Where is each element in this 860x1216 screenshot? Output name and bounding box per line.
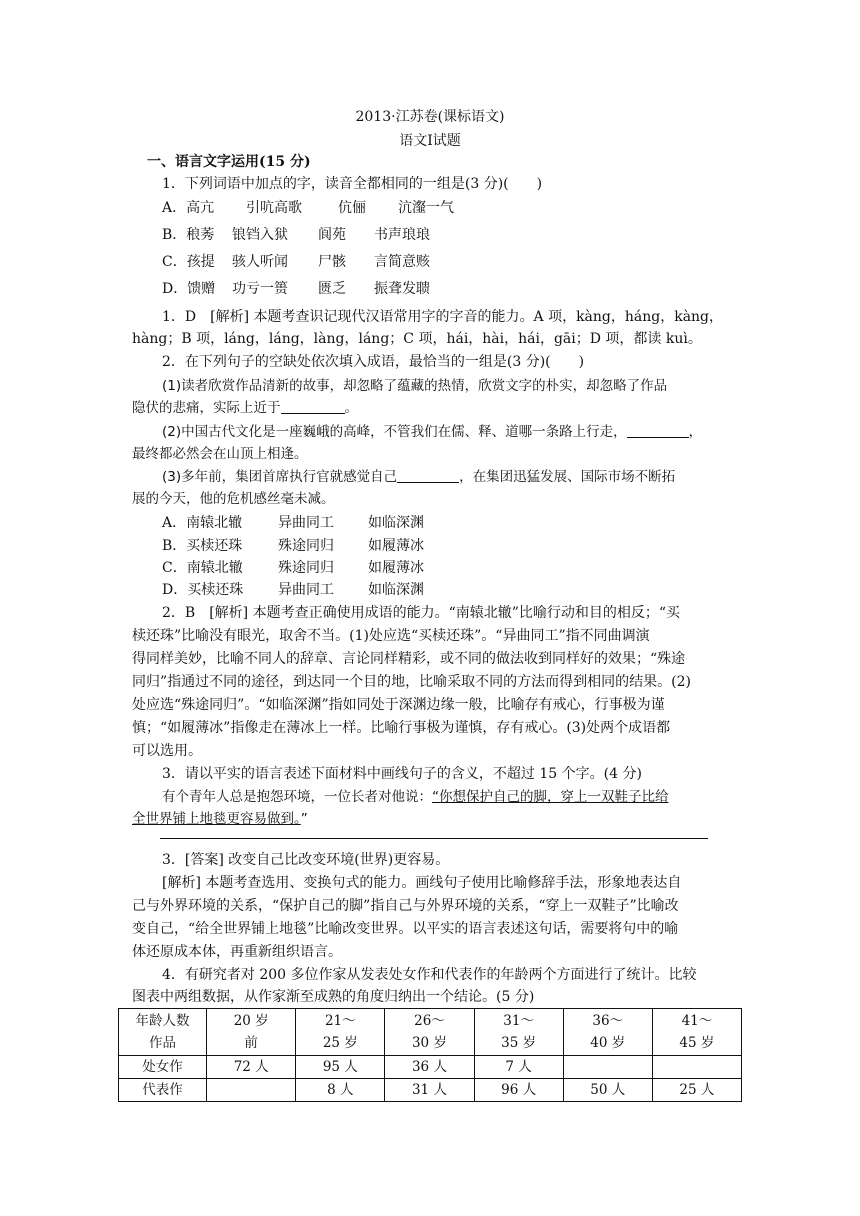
- exam-subtitle: 语文Ⅰ试题: [399, 133, 461, 149]
- question-3-analysis-line: 己与外界环境的关系，“保护自己的脚”指自己与外界环境的关系，“穿上一双鞋子”比喻改: [132, 898, 679, 914]
- table-cell: [207, 1079, 296, 1102]
- question-3-stem: 3．请以平实的语言表述下面材料中画线句子的含义，不超过 15 个字。(4 分): [162, 766, 642, 782]
- age-column-header: 21～ 25 岁: [296, 1009, 385, 1056]
- age-column-header: 31～ 35 岁: [474, 1009, 563, 1056]
- question-2-analysis-line: 慎；“如履薄冰”指像走在薄冰上一样。比喻行事极为谨慎，存有戒心。(3)处两个成语都: [132, 720, 671, 736]
- underlined-sentence: “你想保护自己的脚，穿上一双鞋子比给: [432, 789, 669, 805]
- underlined-sentence: 全世界铺上地毯更容易做到。: [132, 811, 301, 827]
- question-3-analysis: [解析] 本题考查选用、变换句式的能力。画线句子使用比喻修辞手法，形象地表达自: [162, 875, 682, 891]
- question-4-stem-cont: 图表中两组数据，从作家渐至成熟的角度归纳出一个结论。(5 分): [132, 989, 535, 1005]
- question-2-analysis-line: 得同样美妙，比喻不同人的辞章、言论同样精彩，或不同的做法收到同样好的效果；“殊途: [132, 651, 686, 667]
- question-1-stem: 1．下列词语中加点的字，读音全都相同的一组是(3 分)( ): [162, 176, 543, 192]
- question-2-analysis-line: 处应选“殊途同归”。“如临深渊”指如同处于深渊边缘一般，比喻存有戒心，行事极为谨: [132, 697, 665, 713]
- question-4-stem: 4．有研究者对 200 多位作家从发表处女作和代表作的年龄两个方面进行了统计。比较: [162, 967, 697, 983]
- question-2-sentence-2-cont: 最终都必然会在山顶上相逢。: [132, 446, 308, 462]
- fill-blank-3: [397, 468, 459, 483]
- age-column-header: 36～ 40 岁: [563, 1009, 652, 1056]
- question-2-sentence-3-cont: 展的今天，他的危机感丝毫未减。: [132, 491, 335, 507]
- table-cell: 36 人: [385, 1056, 474, 1079]
- question-1-option-b: B．稂莠 锒铛入狱 阆苑 书声琅琅: [162, 227, 430, 243]
- row-label: 代表作: [119, 1079, 207, 1102]
- question-2-option-a: A．南辕北辙 异曲同工 如临深渊: [162, 515, 424, 531]
- question-2-option-b: B．买椟还珠 殊途同归 如履薄冰: [162, 538, 424, 554]
- question-2-sentence-3: (3)多年前，集团首席执行官就感觉自己 ，在集团迅猛发展、国际市场不断拓: [162, 469, 676, 485]
- table-cell: 25 人: [652, 1079, 741, 1102]
- table-cell: 72 人: [207, 1056, 296, 1079]
- table-cell: [563, 1056, 652, 1079]
- question-2-option-c: C．南辕北辙 殊途同归 如履薄冰: [162, 560, 424, 576]
- question-2-analysis-line: 椟还珠”比喻没有眼光，取舍不当。(1)处应选“买椟还珠”。“异曲同工”指不同曲调演: [132, 628, 650, 644]
- question-3-material-cont: 全世界铺上地毯更容易做到。”: [132, 811, 308, 827]
- table-row: [119, 1079, 742, 1102]
- question-1-option-d: D．馈赠 功亏一篑 匮乏 振聋发聩: [162, 281, 430, 297]
- question-2-sentence-2: (2)中国古代文化是一座巍峨的高峰，不管我们在儒、释、道哪一条路上行走， ，: [162, 424, 703, 440]
- table-row: [119, 1056, 742, 1079]
- question-2-option-d: D．买椟还珠 异曲同工 如临深渊: [162, 582, 424, 598]
- age-column-header: 41～ 45 岁: [652, 1009, 741, 1056]
- exam-title: 2013·江苏卷(课标语文): [355, 109, 505, 125]
- question-1-option-a: A．高亢 引吭高歌 伉俪 沆瀣一气: [162, 200, 454, 216]
- table-cell: 7 人: [474, 1056, 563, 1079]
- question-2-analysis-line: 可以选用。: [132, 743, 202, 759]
- question-1-analysis-cont: hàng；B 项，láng，láng，làng，láng；C 项，hái，hài，hái，gāi；D 项，都读 kuì。: [132, 331, 702, 347]
- table-cell: 8 人: [296, 1079, 385, 1102]
- question-2-stem: 2．在下列句子的空缺处依次填入成语，最恰当的一组是(3 分)( ): [162, 354, 585, 370]
- question-3-analysis-line: 变自己，“给全世界铺上地毯”比喻改变世界。以平实的语言表述这句话，需要将句中的喻: [132, 921, 679, 937]
- fill-blank-1: [281, 399, 345, 414]
- section-heading: 一、语言文字运用(15 分): [147, 154, 311, 170]
- question-1-analysis: 1．D [解析] 本题考查识记现代汉语常用字的字音的能力。A 项，kàng，háng，kàng，: [162, 309, 724, 325]
- statistics-table: [118, 1008, 742, 1102]
- question-2-sentence-1: (1)读者欣赏作品清新的故事，却忽略了蕴藏的热情，欣赏文字的朴实，却忽略了作品: [162, 378, 668, 394]
- question-3-material: 有个青年人总是抱怨环境，一位长者对他说：“你想保护自己的脚，穿上一双鞋子比给: [162, 789, 669, 805]
- age-column-header: 26～ 30 岁: [385, 1009, 474, 1056]
- table-cell: [652, 1056, 741, 1079]
- table-cell: 95 人: [296, 1056, 385, 1079]
- table-header-row: [119, 1009, 742, 1056]
- table-cell: 96 人: [474, 1079, 563, 1102]
- age-column-header: 20 岁 前: [207, 1009, 296, 1056]
- question-2-analysis: 2．B [解析] 本题考查正确使用成语的能力。“南辕北辙”比喻行动和目的相反；“买: [162, 605, 681, 621]
- question-3-answer: 3．[答案] 改变自己比改变环境(世界)更容易。: [162, 852, 450, 868]
- fill-blank-2: [627, 423, 689, 438]
- table-corner-cell: 年龄人数 作品: [119, 1009, 207, 1056]
- table-cell: 31 人: [385, 1079, 474, 1102]
- question-2-analysis-line: 同归”指通过不同的途径，到达同一个目的地，比喻采取不同的方法而得到相同的结果。(2): [132, 674, 691, 690]
- question-1-option-c: C．孩提 骇人听闻 尸骸 言简意赅: [162, 254, 430, 270]
- table-cell: 50 人: [563, 1079, 652, 1102]
- row-label: 处女作: [119, 1056, 207, 1079]
- question-3-analysis-line: 体还原成本体，再重新组织语言。: [132, 944, 342, 960]
- answer-line: [160, 838, 708, 839]
- question-2-sentence-1-cont: 隐伏的悲痛，实际上近于 。: [132, 400, 358, 416]
